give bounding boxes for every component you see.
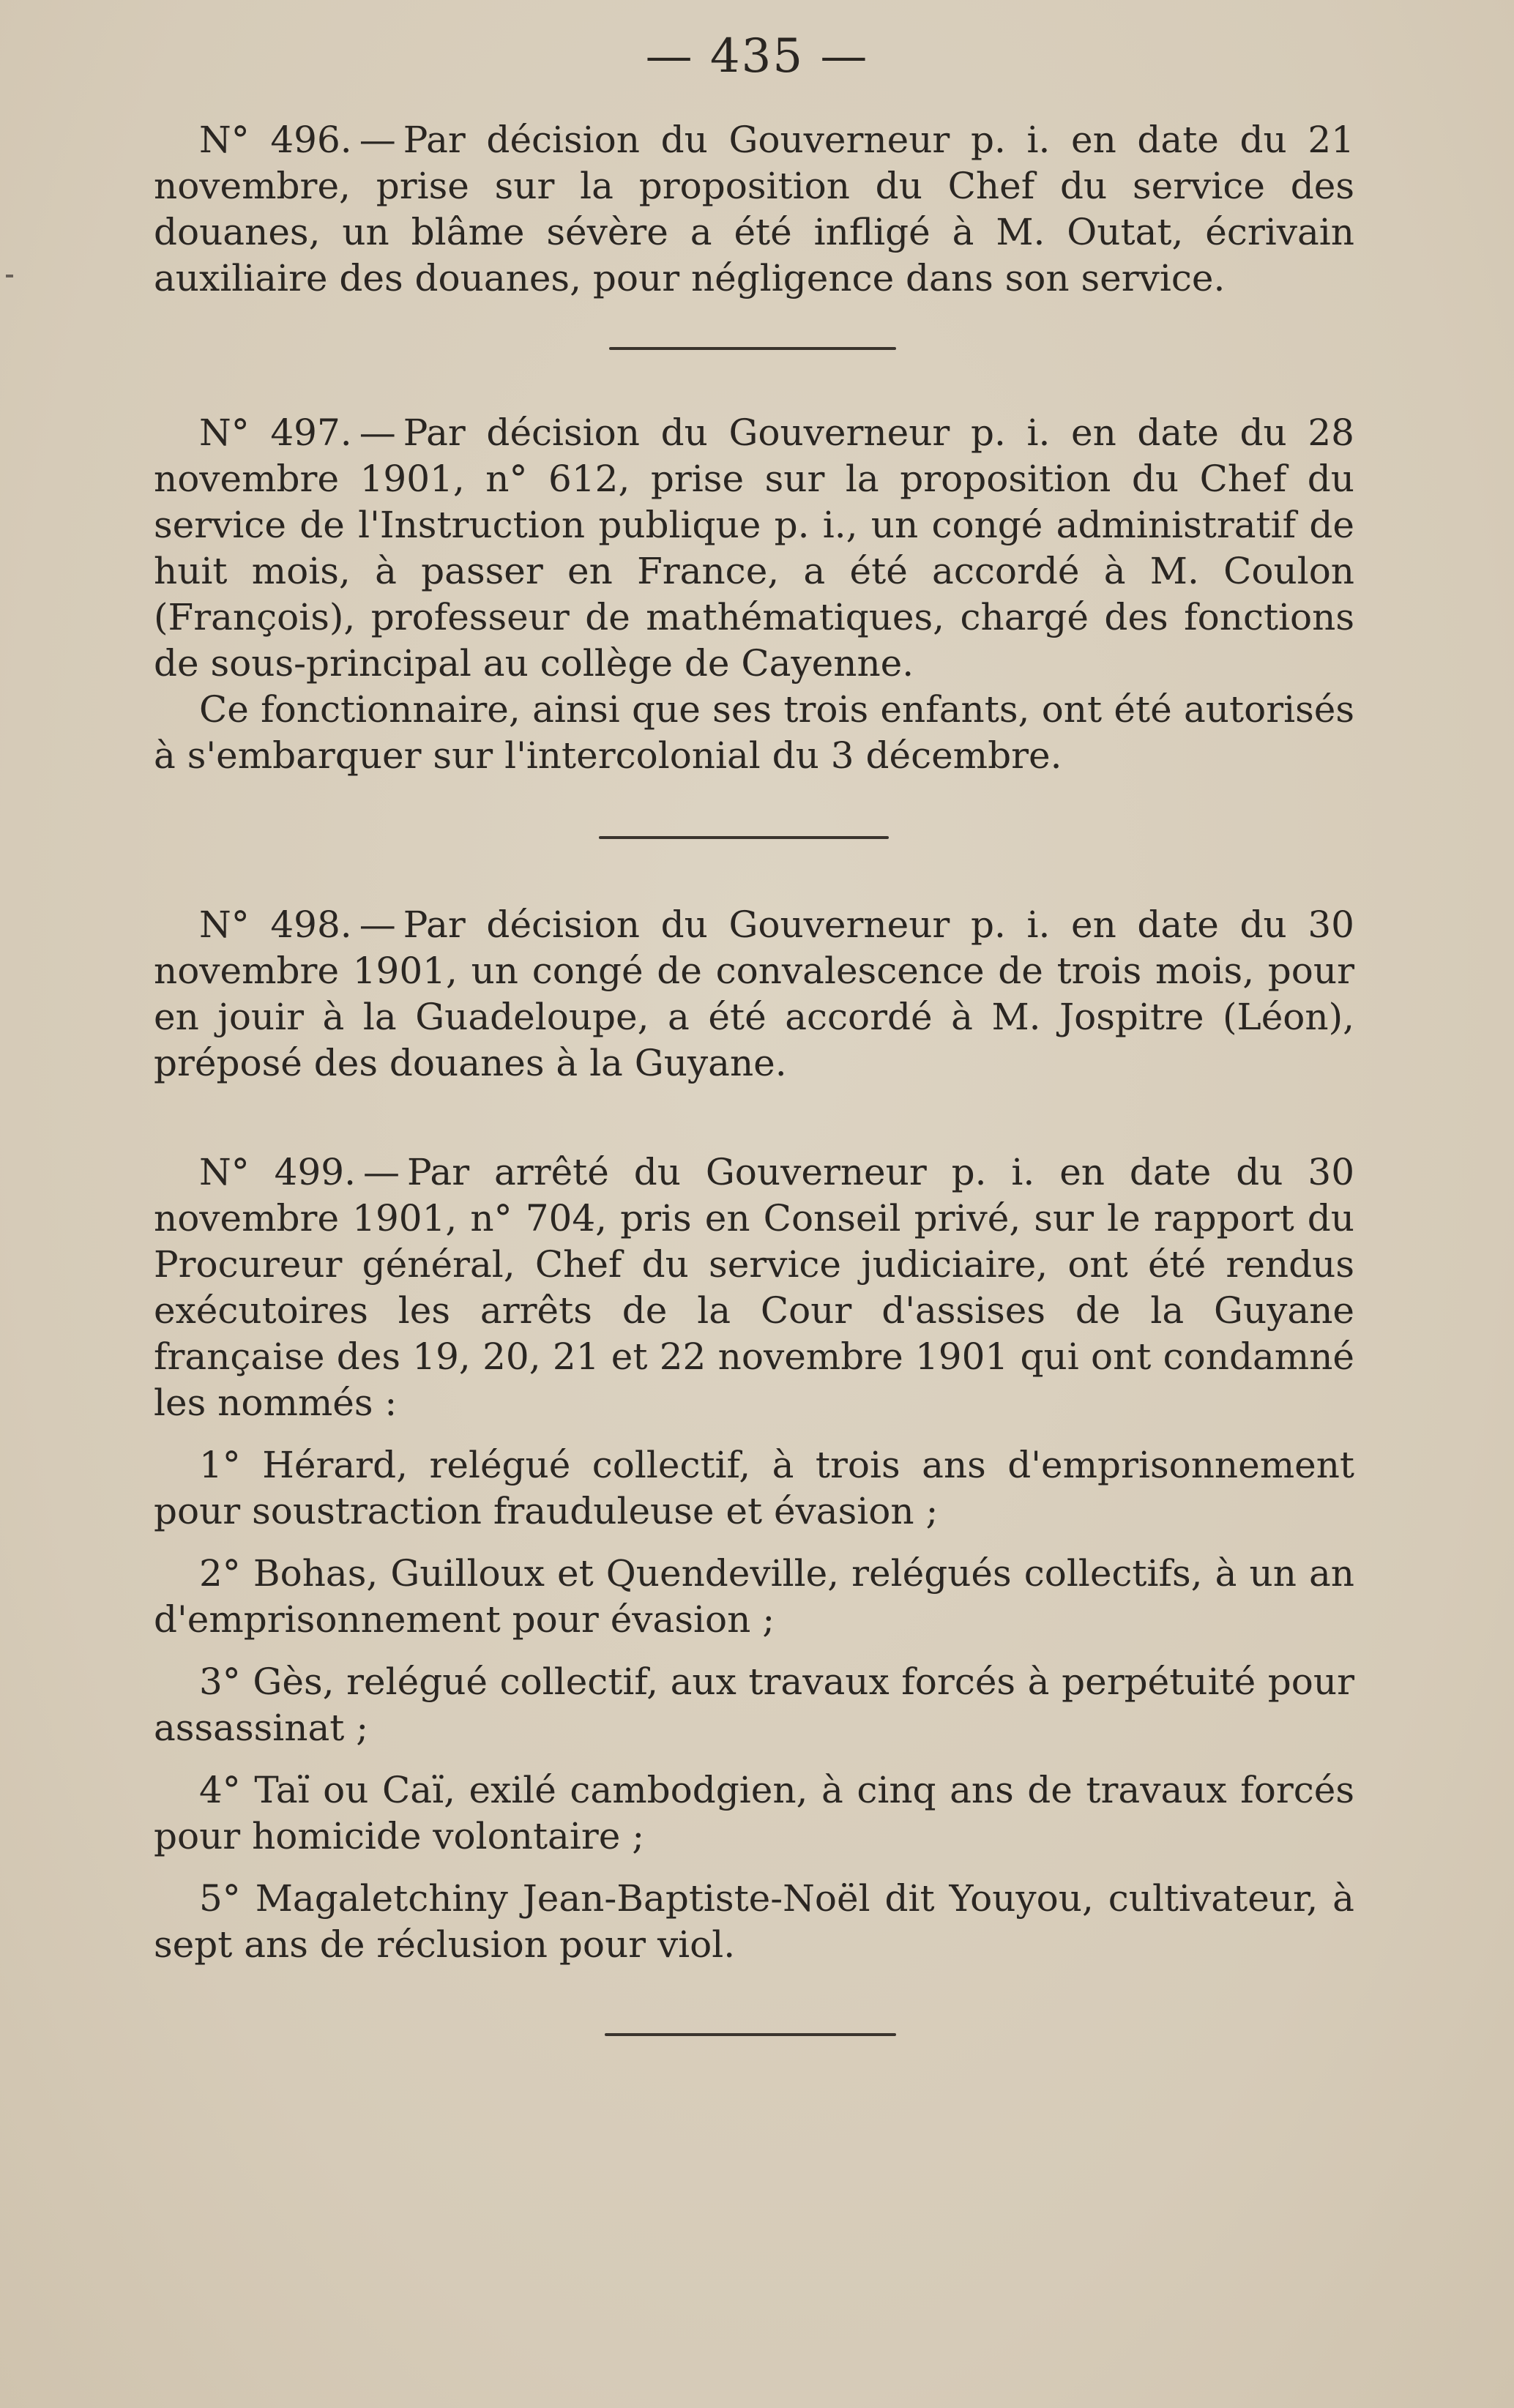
- dash: —: [362, 1151, 400, 1193]
- entry-496: [154, 117, 1354, 302]
- entry-number: N° 497.: [199, 411, 352, 454]
- margin-mark: [6, 275, 13, 277]
- entry-498: [154, 902, 1354, 1086]
- list-item: 5° Magaletchiny Jean-Baptiste-Noël dit Youyou, cultivateur, à sept ans de réclusion pour viol.: [154, 1877, 1354, 1966]
- page-number: — 435 —: [645, 29, 869, 83]
- section-divider: [609, 347, 896, 350]
- section-divider: [605, 2033, 896, 2036]
- dash: —: [359, 119, 396, 161]
- list-item: 2° Bohas, Guilloux et Quendeville, relégués collectifs, à un an d'emprisonnement pour évasion ;: [154, 1552, 1354, 1641]
- list-item: 3° Gès, relégué collectif, aux travaux forcés à perpétuité pour assassinat ;: [154, 1660, 1354, 1749]
- dash: —: [359, 411, 396, 454]
- entry-number: N° 498.: [199, 903, 352, 946]
- entry-499: [154, 1149, 1354, 1984]
- entry-note: Ce fonctionnaire, ainsi que ses trois enfants, ont été autorisés à s'embarquer sur l'intercolonial du 3 décembre.: [154, 688, 1354, 777]
- entry-number: N° 496.: [199, 119, 352, 161]
- list-item: 4° Taï ou Caï, exilé cambodgien, à cinq ans de travaux forcés pour homicide volontaire ;: [154, 1769, 1354, 1857]
- list-item: 1° Hérard, relégué collectif, à trois ans d'emprisonnement pour soustraction frauduleuse et évasion ;: [154, 1444, 1354, 1532]
- entry-text: Par décision du Gouverneur p. i. en date du 30 novembre 1901, un congé de convalescence de trois mois, pour en jouir à la Guadeloupe, a été accordé à M. Jospitre (Léon), préposé des douanes à la Guyane.: [154, 903, 1354, 1084]
- dash: —: [359, 903, 396, 946]
- section-divider: [599, 836, 889, 839]
- entry-text: Par décision du Gouverneur p. i. en date du 28 novembre 1901, n° 612, prise sur la proposition du Chef du service de l'Instruction publique p. i., un congé administratif de huit mois, à passer en France, a été accordé à M. Coulon (François), professeur de mathématiques, chargé des fonctions de sous-principal au collège de Cayenne.: [154, 411, 1354, 685]
- entry-497: [154, 410, 1354, 779]
- entry-text: Par arrêté du Gouverneur p. i. en date du 30 novembre 1901, n° 704, pris en Conseil privé, sur le rapport du Procureur général, Chef du service judiciaire, ont été rendus exécutoires les arrêts de la Cour d'assises de la Guyane française des 19, 20, 21 et 22 novembre 1901 qui ont condamné les nommés :: [154, 1151, 1355, 1424]
- entry-number: N° 499.: [199, 1151, 356, 1193]
- entry-text: Par décision du Gouverneur p. i. en date du 21 novembre, prise sur la proposition du Chef du service des douanes, un blâme sévère a été infligé à M. Outat, écrivain auxiliaire des douanes, pour négligence dans son service.: [154, 119, 1354, 299]
